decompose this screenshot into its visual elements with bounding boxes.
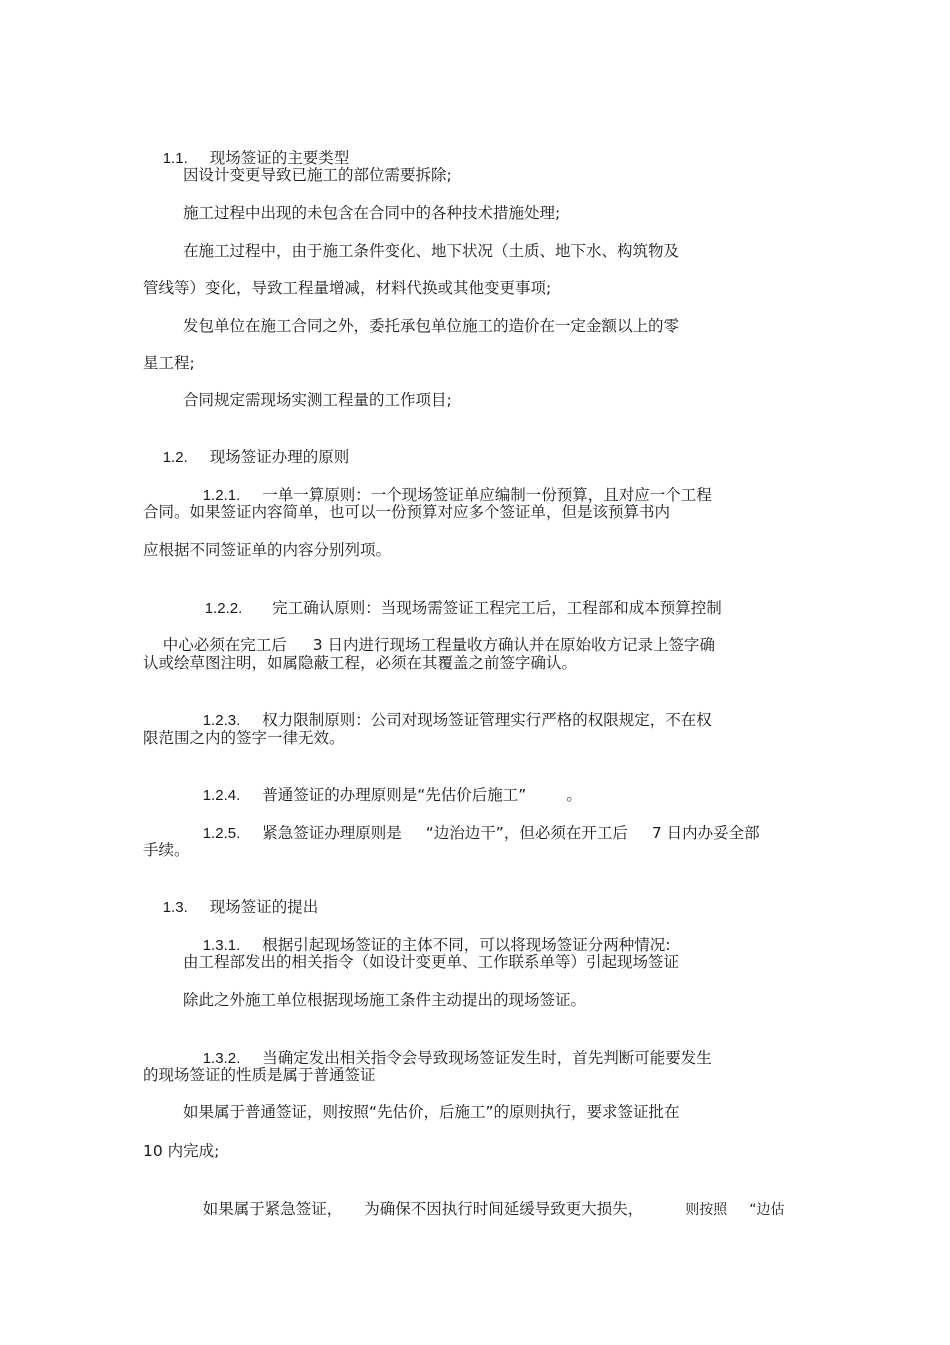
line-segment: 紧急签证办理原则是 bbox=[262, 824, 402, 842]
section-number: 1.2.5. bbox=[202, 825, 241, 842]
section-number: 1.3.1. bbox=[202, 937, 241, 954]
paragraph-line: 星工程; bbox=[143, 354, 195, 372]
paragraph-line: 合同规定需现场实测工程量的工作项目; bbox=[183, 391, 452, 409]
paragraph-line: 因设计变更导致已施工的部位需要拆除; bbox=[183, 166, 452, 184]
section-text: 当确定发出相关指令会导致现场签证发生时，首先判断可能要发生 bbox=[262, 1049, 712, 1067]
paragraph-line: 管线等）变化，导致工程量增减，材料代换或其他变更事项; bbox=[143, 279, 552, 297]
heading-1-1 bbox=[143, 128, 350, 167]
paragraph-line: 的现场签证的性质是属于普通签证 bbox=[143, 1066, 376, 1084]
heading-number: 1.3. bbox=[162, 899, 188, 916]
line-segment: 则按照 bbox=[685, 1202, 728, 1218]
section-number: 1.3.2. bbox=[202, 1050, 241, 1067]
line-segment: 为确保不因执行时间延缓导致更大损失， bbox=[364, 1200, 644, 1218]
section-1-2-1 bbox=[183, 465, 712, 504]
section-text: 权力限制原则：公司对现场签证管理实行严格的权限规定，不在权 bbox=[262, 711, 712, 729]
paragraph-line: 在施工过程中，由于施工条件变化、地下状况（土质、地下水、构筑物及 bbox=[183, 242, 680, 260]
line-segment: “边治边干”，但必须在开工后 bbox=[425, 824, 628, 842]
paragraph-line: 如果属于普通签证，则按照“先估价，后施工”的原则执行，要求签证批在 bbox=[183, 1103, 680, 1121]
line-segment: “边估 bbox=[749, 1202, 785, 1218]
line-segment: 中心必须在完工后 bbox=[162, 636, 287, 654]
section-1-2-4 bbox=[183, 765, 582, 804]
paragraph-line: 手续。 bbox=[143, 841, 190, 859]
section-1-2-3 bbox=[183, 690, 712, 729]
line-segment: 3 日内进行现场工程量收方确认并在原始收方记录上签字确 bbox=[312, 636, 716, 654]
section-text: 完工确认原则：当现场需签证工程完工后，工程部和成本预算控制 bbox=[272, 599, 722, 617]
heading-number: 1.1. bbox=[162, 150, 188, 167]
section-1-2-5 bbox=[183, 803, 760, 842]
heading-title: 现场签证的提出 bbox=[209, 898, 319, 916]
paragraph-line: 认或绘草图注明，如属隐蔽工程，必须在其覆盖之前签字确认。 bbox=[143, 654, 578, 672]
section-end-mark: 。 bbox=[566, 786, 582, 804]
section-text: 一单一算原则：一个现场签证单应编制一份预算，且对应一个工程 bbox=[262, 486, 712, 504]
section-1-3-2 bbox=[183, 1028, 712, 1067]
section-text: 根据引起现场签证的主体不同，可以将现场签证分两种情况: bbox=[262, 936, 671, 954]
line-segment: 7 日内办妥全部 bbox=[651, 824, 760, 842]
paragraph-line bbox=[183, 1179, 785, 1218]
section-1-2-2 bbox=[185, 578, 722, 617]
section-number: 1.2.3. bbox=[202, 712, 241, 729]
paragraph-line: 除此之外施工单位根据现场施工条件主动提出的现场签证。 bbox=[183, 991, 587, 1009]
heading-1-2 bbox=[143, 427, 350, 466]
paragraph-line: 应根据不同签证单的内容分别列项。 bbox=[143, 541, 392, 559]
section-number: 1.2.2. bbox=[204, 600, 243, 617]
paragraph-line: 发包单位在施工合同之外，委托承包单位施工的造价在一定金额以上的零 bbox=[183, 317, 680, 335]
paragraph-line bbox=[143, 615, 716, 654]
line-segment: 如果属于紧急签证， bbox=[202, 1200, 343, 1218]
heading-1-3 bbox=[143, 877, 319, 916]
heading-title: 现场签证办理的原则 bbox=[209, 448, 350, 466]
heading-number: 1.2. bbox=[162, 449, 188, 466]
paragraph-line: 合同。如果签证内容简单，也可以一份预算对应多个签证单，但是该预算书内 bbox=[143, 503, 671, 521]
paragraph-line: 由工程部发出的相关指令（如设计变更单、工作联系单等）引起现场签证 bbox=[183, 953, 680, 971]
section-number: 1.2.1. bbox=[202, 487, 241, 504]
paragraph-line: 限范围之内的签字一律无效。 bbox=[143, 729, 345, 747]
heading-title: 现场签证的主要类型 bbox=[209, 149, 350, 167]
paragraph-line: 10 内完成; bbox=[143, 1142, 220, 1160]
section-number: 1.2.4. bbox=[202, 787, 241, 804]
paragraph-line: 施工过程中出现的未包含在合同中的各种技术措施处理; bbox=[183, 204, 561, 222]
section-1-3-1 bbox=[183, 915, 671, 954]
section-text: 普通签证的办理原则是“先估价后施工” bbox=[262, 786, 527, 804]
